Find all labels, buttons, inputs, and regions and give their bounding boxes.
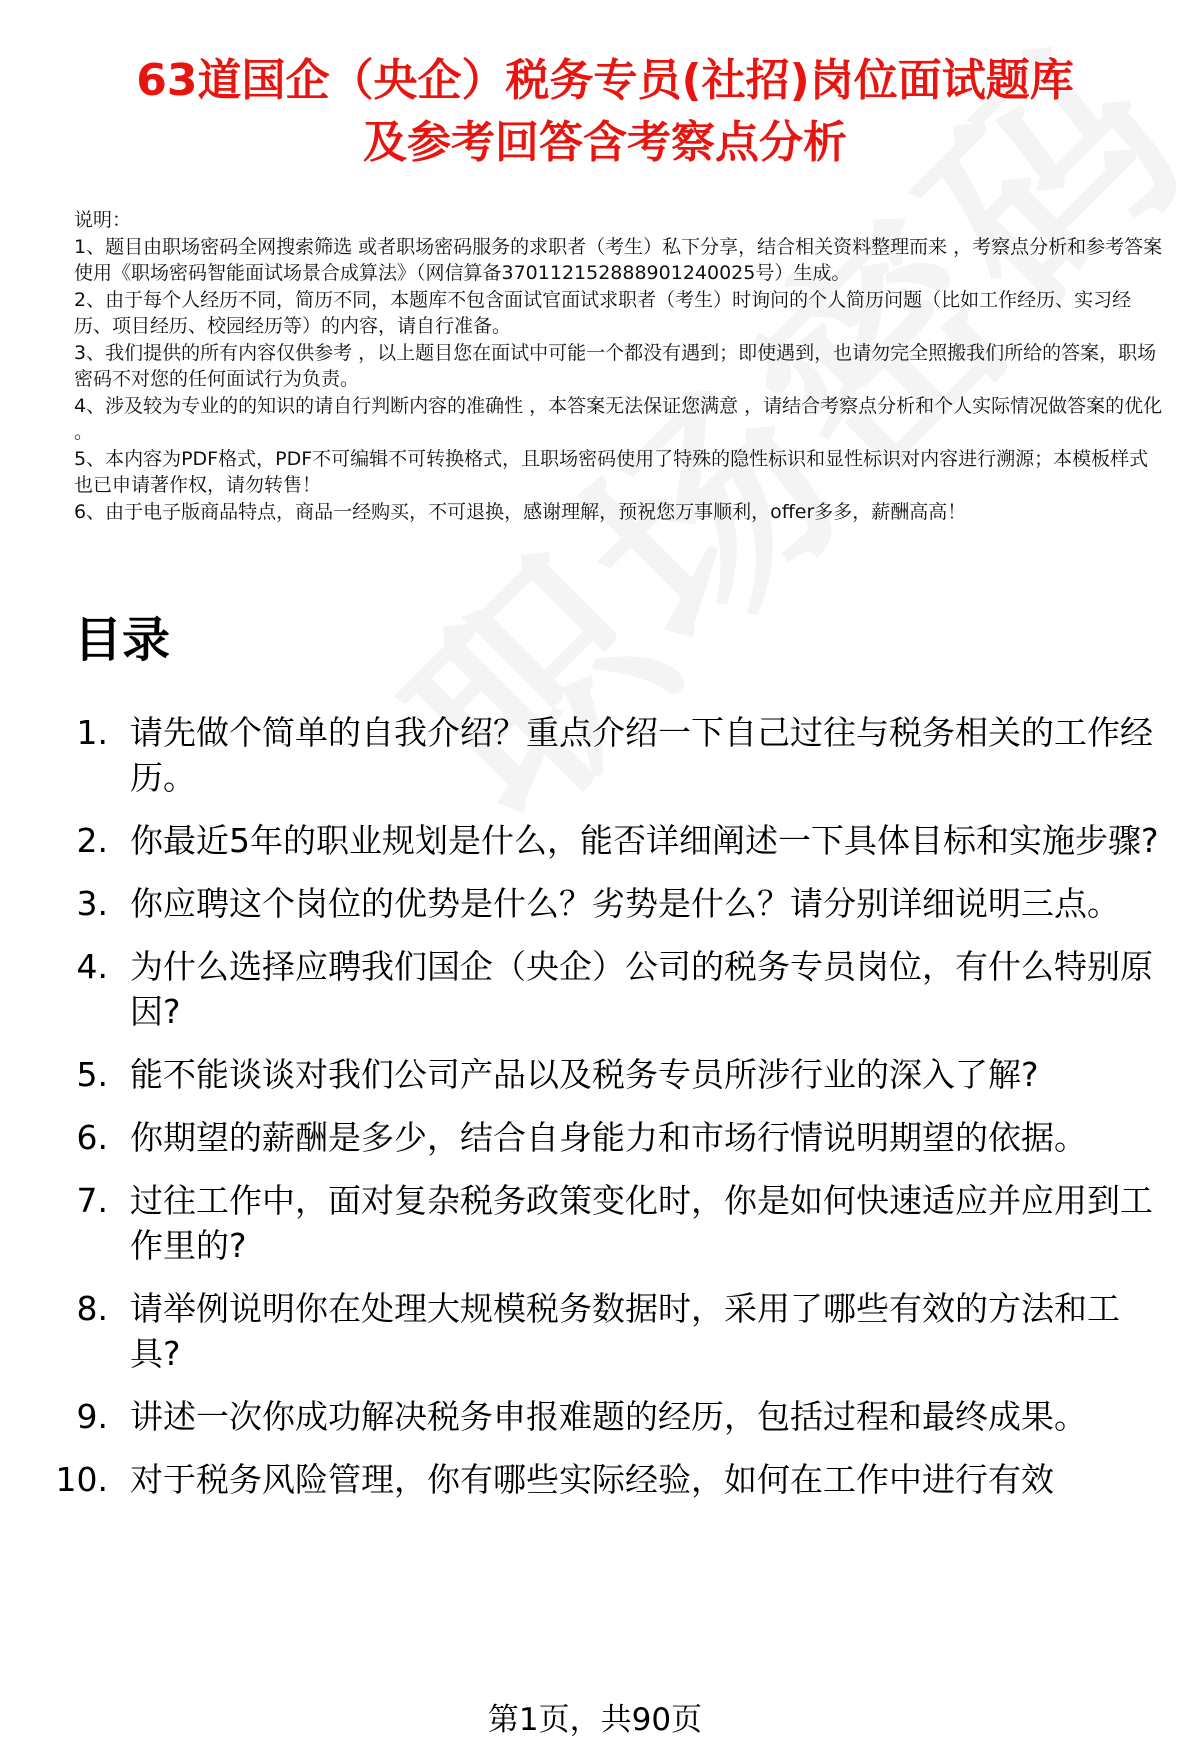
toc-item[interactable] — [0, 944, 1190, 1034]
document-title — [60, 50, 1150, 174]
note-item: 1、题目由职场密码全网搜索筛选 或者职场密码服务的求职者（考生）私下分享，结合相关资料整理而来 ，考察点分析和参考答案使用《职场密码智能面试场景合成算法》（网信算备370112152888901240025号）生成。 — [74, 235, 1163, 284]
toc-item-number: 3. — [76, 884, 108, 923]
toc-item[interactable] — [0, 1178, 1190, 1268]
note-item: 5、本内容为PDF格式，PDF不可编辑不可转换格式，且职场密码使用了特殊的隐性标识和显性标识对内容进行溯源；本模板样式也已申请著作权，请勿转售！ — [74, 447, 1149, 496]
title-line-2: 及参考回答含考察点分析 — [363, 117, 847, 168]
note-item: 2、由于每个人经历不同，简历不同，本题库不包含面试官面试求职者（考生）时询问的个人简历问题（比如工作经历、实习经历、项目经历、校园经历等）的内容，请自行准备。 — [74, 288, 1132, 337]
toc-item-text: 你最近5年的职业规划是什么，能否详细阐述一下具体目标和实施步骤? — [130, 821, 1159, 860]
toc-item-text: 讲述一次你成功解决税务申报难题的经历，包括过程和最终成果。 — [130, 1397, 1087, 1436]
title-line-1: 63道国企（央企）税务专员(社招)岗位面试题库 — [136, 55, 1074, 106]
toc-item-text: 请先做个简单的自我介绍？重点介绍一下自己过往与税务相关的工作经历。 — [130, 713, 1153, 797]
toc-item[interactable] — [0, 1394, 1190, 1439]
toc-item[interactable] — [0, 1052, 1190, 1097]
note-item: 3、我们提供的所有内容仅供参考 ，以上题目您在面试中可能一个都没有遇到；即使遇到，也请勿完全照搬我们所给的答案，职场密码不对您的任何面试行为负责。 — [74, 341, 1157, 390]
toc-item-number: 10. — [55, 1460, 108, 1499]
toc-list — [0, 710, 1190, 1520]
toc-item[interactable] — [0, 1457, 1190, 1502]
toc-item-number: 9. — [76, 1397, 108, 1436]
toc-item-number: 4. — [76, 947, 108, 986]
toc-heading: 目录 — [74, 612, 171, 668]
toc-item-text: 为什么选择应聘我们国企（央企）公司的税务专员岗位，有什么特别原因? — [130, 947, 1153, 1031]
toc-item-text: 你期望的薪酬是多少，结合自身能力和市场行情说明期望的依据。 — [130, 1118, 1087, 1157]
toc-item-text: 能不能谈谈对我们公司产品以及税务专员所涉行业的深入了解? — [130, 1055, 1039, 1094]
toc-item-number: 7. — [76, 1181, 108, 1220]
toc-item-number: 5. — [76, 1055, 108, 1094]
note-item: 6、由于电子版商品特点，商品一经购买，不可退换，感谢理解，预祝您万事顺利，offer多多，薪酬高高！ — [74, 500, 967, 523]
toc-item-number: 8. — [76, 1289, 108, 1328]
toc-item[interactable] — [0, 818, 1190, 863]
toc-item-text: 你应聘这个岗位的优势是什么？劣势是什么？请分别详细说明三点。 — [130, 884, 1120, 923]
toc-item-number: 6. — [76, 1118, 108, 1157]
note-item: 4、涉及较为专业的的知识的请自行判断内容的准确性 ，本答案无法保证您满意 ，请结合考察点分析和个人实际情况做答案的优化 。 — [74, 394, 1163, 443]
toc-item-number: 2. — [76, 821, 108, 860]
toc-item[interactable] — [0, 710, 1190, 800]
toc-item-number: 1. — [76, 713, 108, 752]
page-footer: 第1页，共90页 — [487, 1702, 703, 1738]
toc-item-text: 对于税务风险管理，你有哪些实际经验，如何在工作中进行有效 — [130, 1460, 1054, 1499]
toc-item-text: 过往工作中，面对复杂税务政策变化时，你是如何快速适应并应用到工作里的? — [130, 1181, 1153, 1265]
toc-item[interactable] — [0, 881, 1190, 926]
toc-item[interactable] — [0, 1115, 1190, 1160]
notes-heading: 说明： — [74, 209, 132, 231]
toc-item[interactable] — [0, 1286, 1190, 1376]
notes-section — [74, 207, 1164, 525]
toc-item-text: 请举例说明你在处理大规模税务数据时，采用了哪些有效的方法和工具? — [130, 1289, 1120, 1373]
